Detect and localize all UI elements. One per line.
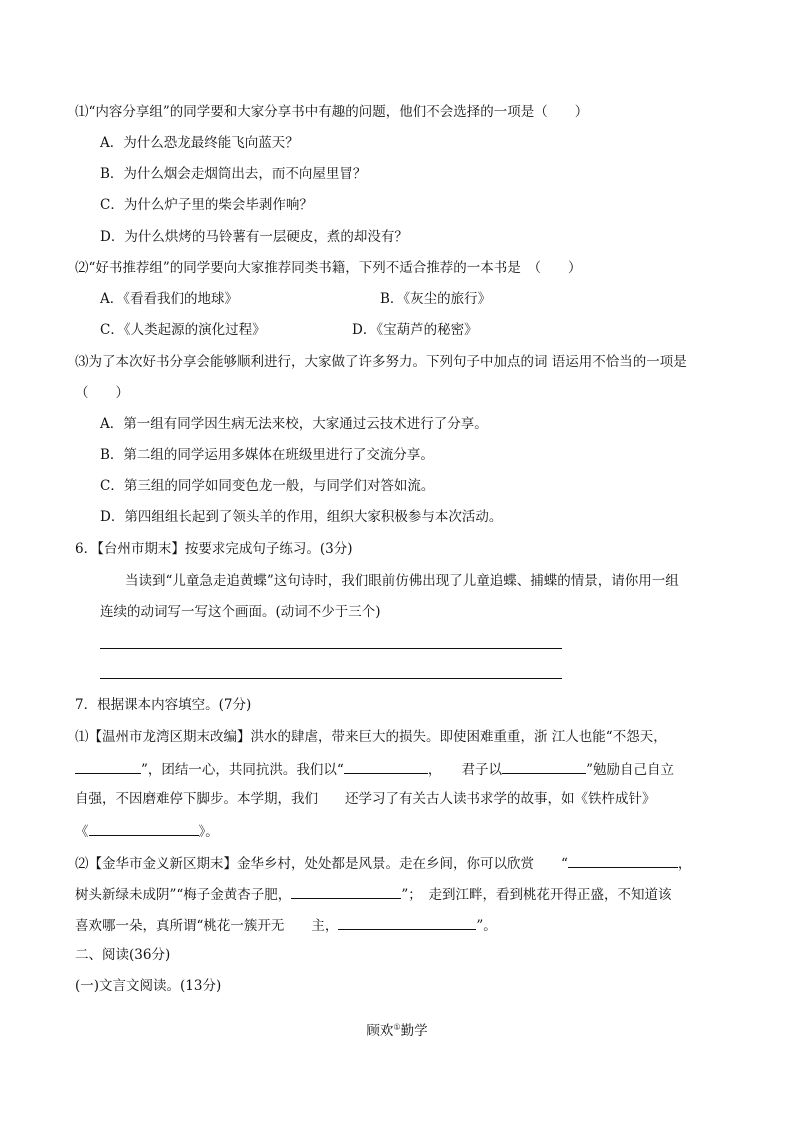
- q7-part2-line3: 喜欢哪一朵，真所谓“桃花一簇开无 主， ”。: [75, 914, 497, 936]
- q2-option-c: C．《人类起源的演化过程》: [100, 322, 266, 338]
- q3-answer-paren: （ ）: [75, 385, 129, 401]
- fill-blank[interactable]: [502, 758, 586, 774]
- fill-blank[interactable]: [344, 758, 428, 774]
- q7-part1-line4: 《 》。: [75, 820, 219, 842]
- q3-option-d: D．第四组组长起到了领头羊的作用，组织大家积极参与本次活动。: [100, 509, 503, 525]
- q7-part1-line1: ⑴【温州市龙湾区期末改编】洪水的肆虐，带来巨大的损失。即使困难重重，浙 江人也能“不怨天，: [75, 729, 667, 745]
- q2-stem: ⑵“好书推荐组”的同学要向大家推荐同类书籍，下列不适合推荐的一本书是 （ ）: [75, 260, 582, 276]
- q7-heading: 7．根据课本内容填空。(7分): [75, 697, 252, 713]
- q3-option-c: C．第三组的同学如同变色龙一般，与同学们对答如流。: [100, 478, 435, 494]
- q7-part2-line1: ⑵【金华市金义新区期末】金华乡村，处处都是风景。走在乡间，你可以欣赏 “ ，: [75, 852, 691, 874]
- fill-blank[interactable]: [75, 758, 141, 774]
- passage-title: 顾欢①勤学: [366, 1022, 428, 1039]
- fill-blank[interactable]: [568, 852, 678, 868]
- q6-answer-line-1[interactable]: [100, 648, 562, 649]
- q1-stem: ⑴“内容分享组”的同学要和大家分享书中有趣的问题，他们不会选择的一项是（ ）: [75, 104, 589, 120]
- q3-option-b: B．第二组的同学运用多媒体在班级里进行了交流分享。: [100, 447, 434, 463]
- q7-part1-line3: 自强，不因磨难停下脚步。本学期，我们 还学习了有关古人读书求学的故事，如《铁杵成针》: [75, 791, 656, 807]
- q7-part2-line2: 树头新绿未成阴”“梅子金黄杏子肥， ”； 走到江畔，看到桃花开得正盛，不知道该: [75, 883, 671, 905]
- q3-option-a: A．第一组有同学因生病无法来校，大家通过云技术进行了分享。: [100, 416, 488, 432]
- fill-blank[interactable]: [89, 820, 199, 836]
- section-classical-reading-heading: (一)文言文阅读。(13分): [75, 978, 222, 994]
- q2-option-a: A．《看看我们的地球》: [100, 291, 238, 307]
- q2-option-b: B．《灰尘的旅行》: [380, 291, 492, 307]
- q6-body-line1: 当读到“儿童急走追黄蝶”这句诗时，我们眼前仿佛出现了儿童追蝶、捕蝶的情景，请你用一组: [125, 573, 679, 589]
- footnote-marker: ①: [393, 1022, 401, 1031]
- q1-option-b: B．为什么烟会走烟筒出去，而不向屋里冒？: [100, 166, 367, 182]
- fill-blank[interactable]: [291, 883, 401, 899]
- q6-body-line2: 连续的动词写一写这个画面。(动词不少于三个): [100, 604, 381, 620]
- q3-stem: ⑶为了本次好书分享会能够顺利进行，大家做了许多努力。下列句子中加点的词 语运用不恰当的一项是: [75, 354, 687, 370]
- q2-option-d: D．《宝葫芦的秘密》: [352, 322, 478, 338]
- q1-option-d: D．为什么烘烤的马铃薯有一层硬皮，煮的却没有？: [100, 229, 408, 245]
- section-reading-heading: 二、阅读(36分): [75, 947, 171, 963]
- q1-option-c: C．为什么炉子里的柴会毕剥作响？: [100, 197, 313, 213]
- q1-option-a: A．为什么恐龙最终能飞向蓝天？: [100, 135, 299, 151]
- q6-heading: 6．【台州市期末】按要求完成句子练习。(3分): [75, 541, 353, 557]
- q6-answer-line-2[interactable]: [100, 678, 562, 679]
- fill-blank[interactable]: [338, 914, 476, 930]
- q7-part1-line2: ”，团结一心，共同抗洪。我们以“ ， 君子以 ”勉励自己自立: [75, 758, 674, 780]
